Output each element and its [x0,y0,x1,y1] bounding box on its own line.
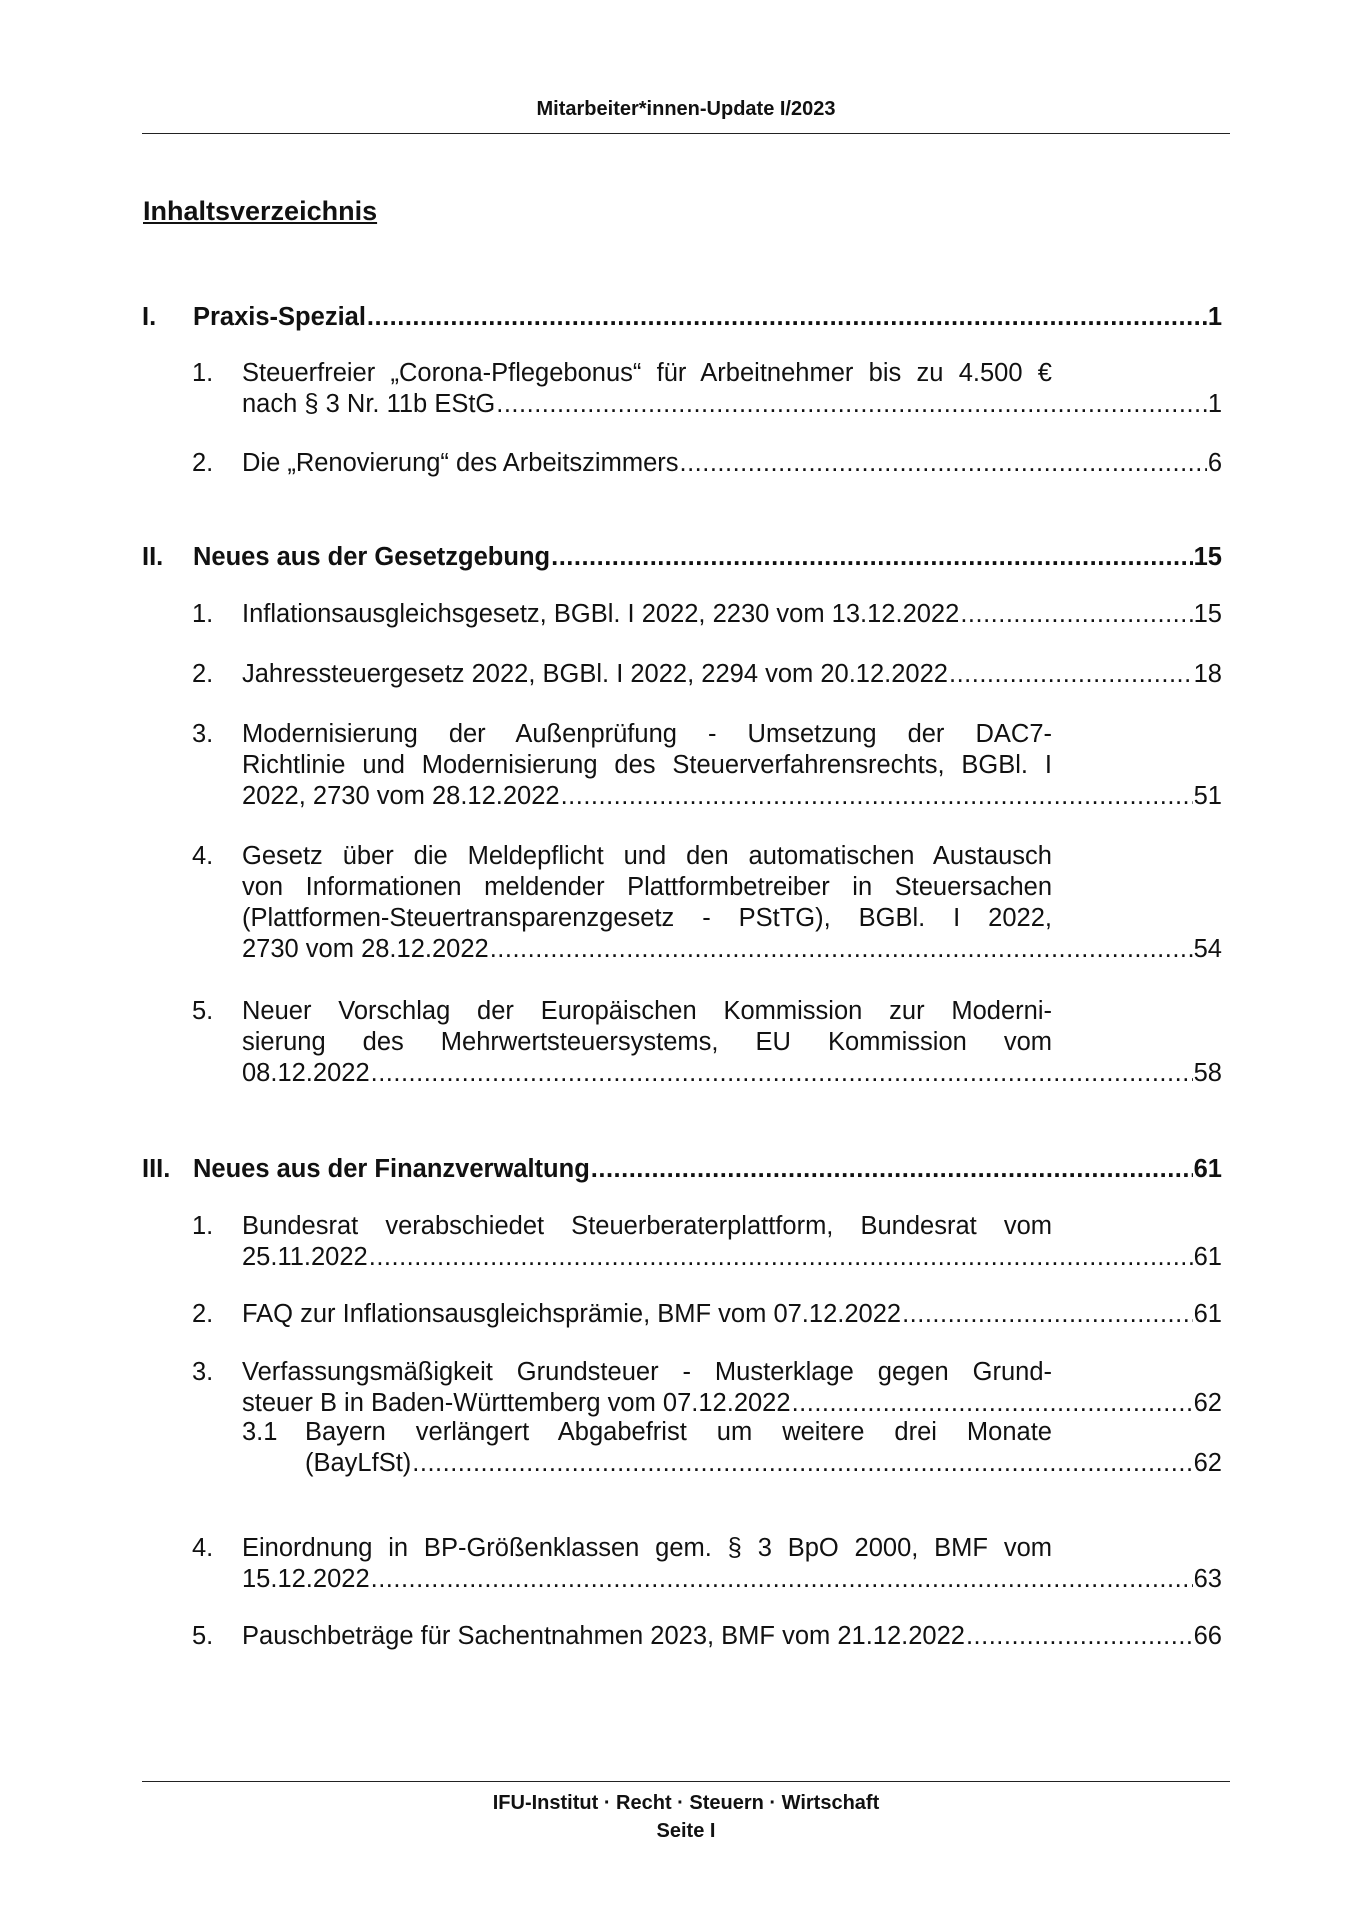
toc-leader-dots [949,660,1193,689]
toc-section-entry[interactable] [193,543,1222,572]
toc-section-entry[interactable] [193,303,1222,332]
toc-item-number: 2. [192,1300,214,1328]
toc-entry-title: FAQ zur Inflationsausgleichsprämie, BMF vom 07.12.2022 [242,1300,902,1328]
footer-divider [142,1781,1230,1782]
toc-page-number: 15 [1193,543,1222,571]
toc-item-number: 1. [192,359,214,387]
toc-entry-title: 2730 vom 28.12.2022 [242,935,489,963]
toc-item-entry[interactable] [242,390,1222,419]
footer-page-number: Seite I [656,1820,716,1842]
toc-entry-title: Neues aus der Gesetzgebung [193,543,551,571]
toc-page-number: 62 [1193,1389,1222,1417]
toc-leader-dots [792,1389,1193,1418]
toc-page-number: 54 [1193,935,1222,963]
toc-item-text-line: Gesetz über die Meldepflicht und den automatischen Austausch [242,842,1052,870]
toc-item-number: 4. [192,1534,214,1562]
toc-leader-dots [960,600,1192,629]
toc-item-entry[interactable] [242,1565,1222,1594]
toc-item-number: 3. [192,720,214,748]
toc-entry-title: (BayLfSt) [305,1449,412,1477]
toc-entry-title: nach § 3 Nr. 11b EStG [242,390,496,418]
toc-item-text-line: Einordnung in BP-Größenklassen gem. § 3 BpO 2000, BMF vom [242,1534,1052,1562]
toc-item-number: 5. [192,1622,214,1650]
toc-entry-title: 25.11.2022 [242,1243,368,1271]
toc-leader-dots [371,1059,1193,1088]
toc-leader-dots [367,303,1207,332]
toc-page-number: 58 [1193,1059,1222,1087]
toc-leader-dots [561,782,1193,811]
toc-item-entry[interactable] [242,935,1222,964]
toc-item-number: 3. [192,1358,214,1386]
toc-page-number: 6 [1207,449,1222,477]
toc-page-number: 66 [1193,1622,1222,1650]
toc-leader-dots [680,449,1207,478]
toc-item-text-line: Bundesrat verabschiedet Steuerberaterplattform, Bundesrat vom [242,1212,1052,1240]
header-divider [142,133,1230,134]
toc-item-number: 2. [192,449,214,477]
toc-item-text-line: Verfassungsmäßigkeit Grundsteuer - Musterklage gegen Grund- [242,1358,1052,1386]
toc-leader-dots [591,1155,1193,1184]
toc-item-entry[interactable] [242,449,1222,478]
toc-item-text-line: Bayern verlängert Abgabefrist um weitere drei Monate [305,1418,1052,1446]
toc-entry-title: Praxis-Spezial [193,303,366,331]
toc-item-number: 5. [192,997,214,1025]
toc-leader-dots [966,1622,1193,1651]
toc-entry-title: 15.12.2022 [242,1565,370,1593]
toc-leader-dots [902,1300,1193,1329]
toc-page-number: 61 [1193,1155,1222,1183]
toc-item-number: 1. [192,600,214,628]
toc-page-number: 51 [1193,782,1222,810]
toc-item-entry[interactable] [242,600,1222,629]
toc-leader-dots [412,1449,1192,1478]
toc-leader-dots [371,1565,1193,1594]
toc-leader-dots [496,390,1207,419]
toc-item-number: 2. [192,660,214,688]
toc-entry-title: 08.12.2022 [242,1059,370,1087]
footer-institute: IFU-Institut · Recht · Steuern · Wirtschaft [492,1792,880,1814]
toc-page-number: 61 [1193,1300,1222,1328]
toc-page-number: 63 [1193,1565,1222,1593]
toc-entry-title: Neues aus der Finanzverwaltung [193,1155,590,1183]
toc-item-text-line: (Plattformen-Steuertransparenzgesetz - PStTG), BGBl. I 2022, [242,904,1052,932]
toc-item-number: 4. [192,842,214,870]
toc-section-number: II. [142,543,164,571]
toc-item-entry[interactable] [242,782,1222,811]
toc-page-number: 18 [1193,660,1222,688]
toc-item-number: 1. [192,1212,214,1240]
toc-item-text-line: Steuerfreier „Corona-Pflegebonus“ für Arbeitnehmer bis zu 4.500 € [242,359,1052,387]
toc-item-text-line: sierung des Mehrwertsteuersystems, EU Kommission vom [242,1028,1052,1056]
toc-item-entry[interactable] [242,1059,1222,1088]
toc-section-entry[interactable] [193,1155,1222,1184]
toc-item-entry[interactable] [242,1389,1222,1418]
toc-item-entry[interactable] [242,1243,1222,1272]
toc-entry-title: Inflationsausgleichsgesetz, BGBl. I 2022, 2230 vom 13.12.2022 [242,600,960,628]
toc-title: Inhaltsverzeichnis [143,196,378,226]
toc-item-entry[interactable] [242,1300,1222,1329]
page-header: Mitarbeiter*innen-Update I/2023 [536,98,836,120]
toc-entry-title: Pauschbeträge für Sachentnahmen 2023, BMF vom 21.12.2022 [242,1622,965,1650]
toc-entry-title: steuer B in Baden-Württemberg vom 07.12.2022 [242,1389,791,1417]
toc-entry-title: Jahressteuergesetz 2022, BGBl. I 2022, 2294 vom 20.12.2022 [242,660,948,688]
toc-entry-title: Die „Renovierung“ des Arbeitszimmers [242,449,679,477]
toc-section-number: I. [142,303,157,331]
toc-item-entry[interactable] [242,660,1222,689]
toc-leader-dots [490,935,1193,964]
toc-leader-dots [551,543,1193,572]
toc-leader-dots [369,1243,1193,1272]
toc-page-number: 1 [1207,390,1222,418]
toc-item-entry[interactable] [305,1449,1222,1478]
toc-section-number: III. [142,1155,171,1183]
toc-item-text-line: Richtlinie und Modernisierung des Steuerverfahrensrechts, BGBl. I [242,751,1052,779]
toc-item-number: 3.1 [242,1418,278,1446]
toc-item-entry[interactable] [242,1622,1222,1651]
toc-entry-title: 2022, 2730 vom 28.12.2022 [242,782,560,810]
toc-page-number: 61 [1193,1243,1222,1271]
toc-item-text-line: von Informationen meldender Plattformbetreiber in Steuersachen [242,873,1052,901]
toc-page-number: 62 [1193,1449,1222,1477]
toc-page-number: 15 [1193,600,1222,628]
toc-item-text-line: Neuer Vorschlag der Europäischen Kommission zur Moderni- [242,997,1052,1025]
toc-page-number: 1 [1207,303,1222,331]
toc-item-text-line: Modernisierung der Außenprüfung - Umsetzung der DAC7- [242,720,1052,748]
